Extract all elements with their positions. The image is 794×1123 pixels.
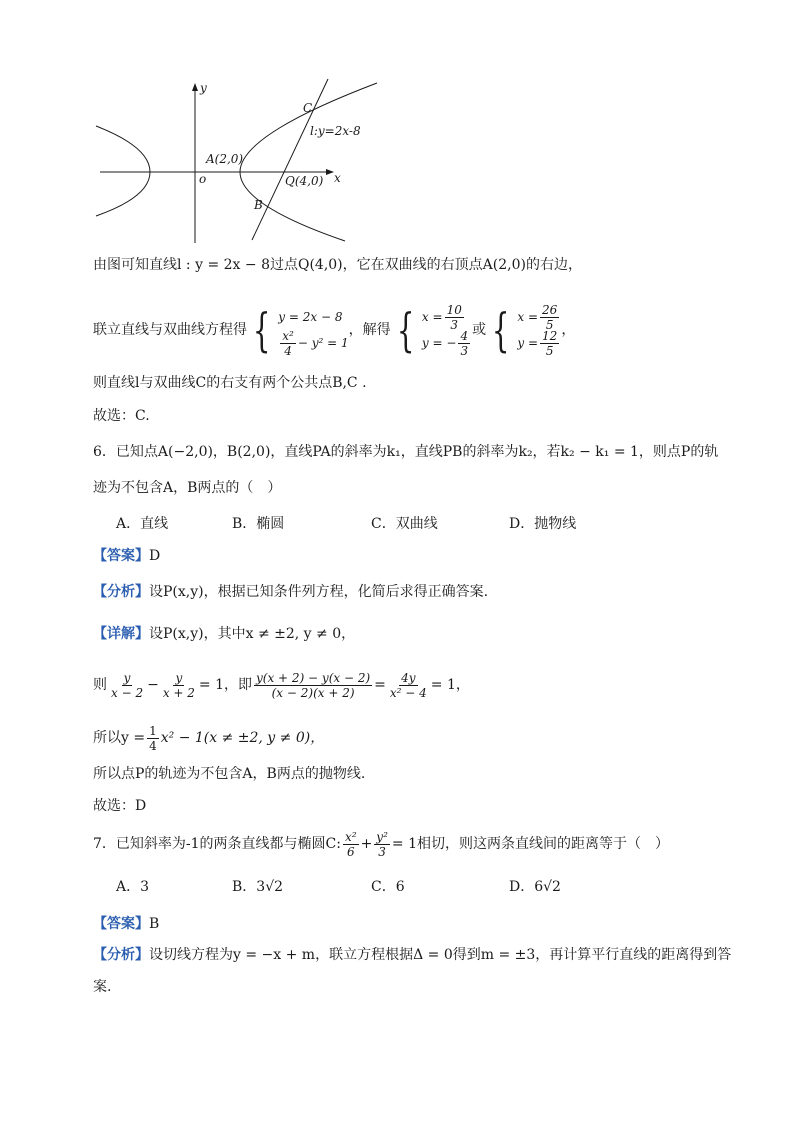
q6-option-c: C．双曲线 [371,516,438,532]
q6-analysis: 【分析】设P(x,y)，根据已知条件列方程，化简后求得正确答案. [93,584,489,600]
q5-line2-prefix: 联立直线与双曲线方程得 [93,322,247,338]
q5-line1: 由图可知直线l : y = 2x − 8过点Q(4,0)，它在双曲线的右顶点A(2,0)的右边， [93,257,582,273]
q7-option-c: C．6 [371,879,405,895]
detail-tag: 【详解】 [93,626,149,642]
sys1-row2: $\frac{\text{x²}}{4}$ − y² = 1 [282,328,349,358]
q6-option-a: A．直线 [116,516,169,532]
point-c-label: C [303,101,313,115]
q5-or-text: 或 [472,322,487,338]
line-l [252,79,328,240]
x-axis-label: x [334,171,341,185]
q5-system-1: { y = 2x − 8 $\frac{\text{x²}}{4}$ − y² = 1 [252,303,349,358]
answer-tag: 【答案】 [93,916,149,932]
q6-stem-line1: 6．已知点A(−2,0)，B(2,0)，直线PA的斜率为k₁，直线PB的斜率为k₂，若k₂ − k₁ = 1，则点P的轨 [93,444,719,460]
sys1-row1: y = 2x − 8 [278,310,343,324]
hyperbola-figure [90,75,390,250]
q6-option-b: B．椭圆 [232,516,285,532]
analysis-tag: 【分析】 [93,584,149,600]
q6-option-d: D．抛物线 [509,516,577,532]
y-axis-arrow [192,83,198,91]
q6-detail: 【详解】设P(x,y)，其中x ≠ ±2, y ≠ 0， [93,626,356,642]
q5-solution-1: { x = $\frac{10}{3}$ y = − $\frac{4}{3}$ [396,302,469,358]
q5-system-line [93,300,575,360]
q6-calc-line: 则 $\frac{y}{x - 2}$ − $\frac{y}{x + 2}$ = 1，即 $\frac{y(x + 2) - y(x - 2)}{(x - 2)(x + 2)}$ = $\frac{4y}{\text{x² − 4}}$ = 1， [93,670,470,700]
hyperbola-left-branch [96,126,150,216]
q7-option-b: B．3√2 [232,879,284,895]
y-axis-label: y [200,81,207,95]
q6-stem-line2: 迹为不包含A，B两点的（ ） [93,480,282,496]
q7-stem: 7．已知斜率为-1的两条直线都与椭圆C: $\frac{\text{x²}}{6}$ + $\frac{\text{y²}}{3}$ = 1相切，则这两条直线间的距离等于（ ） [93,829,669,859]
q7-analysis-line2: 案. [93,979,112,995]
point-a-label: A(2,0) [206,152,244,166]
q5-tail: ， [561,322,576,338]
answer-tag: 【答案】 [93,548,149,564]
q5-line3: 则直线l与双曲线C的右支有两个公共点B,C . [93,375,367,391]
point-b-label: B [254,198,263,212]
q6-answer: 【答案】D [93,548,161,564]
q6-locus: 所以点P的轨迹为不包含A，B两点的抛物线. [93,766,366,782]
origin-label: o [199,172,207,186]
q5-solution-2: { x = $\frac{26}{5}$ y = $\frac{12}{5}$ [491,302,558,358]
q5-solve-text: ，解得 [348,322,391,338]
q7-option-a: A．3 [116,879,150,895]
q6-choice: 故选：D [93,798,147,814]
q7-option-d: D．6√2 [509,879,561,895]
line-l-label: l:y=2x-8 [310,124,361,138]
q7-analysis-line1: 【分析】设切线方程为y = −x + m，联立方程根据Δ = 0得到m = ±3，再计算平行直线的距离得到答 [93,947,732,963]
q5-choice: 故选：C. [93,408,150,424]
analysis-tag: 【分析】 [93,947,149,963]
point-q-label: Q(4,0) [285,174,324,188]
q6-so-line: 所以y = $\frac{1}{4}$ x² − 1(x ≠ ±2, y ≠ 0)， [93,723,325,753]
q7-answer: 【答案】B [93,916,160,932]
x-axis-arrow [326,169,334,175]
